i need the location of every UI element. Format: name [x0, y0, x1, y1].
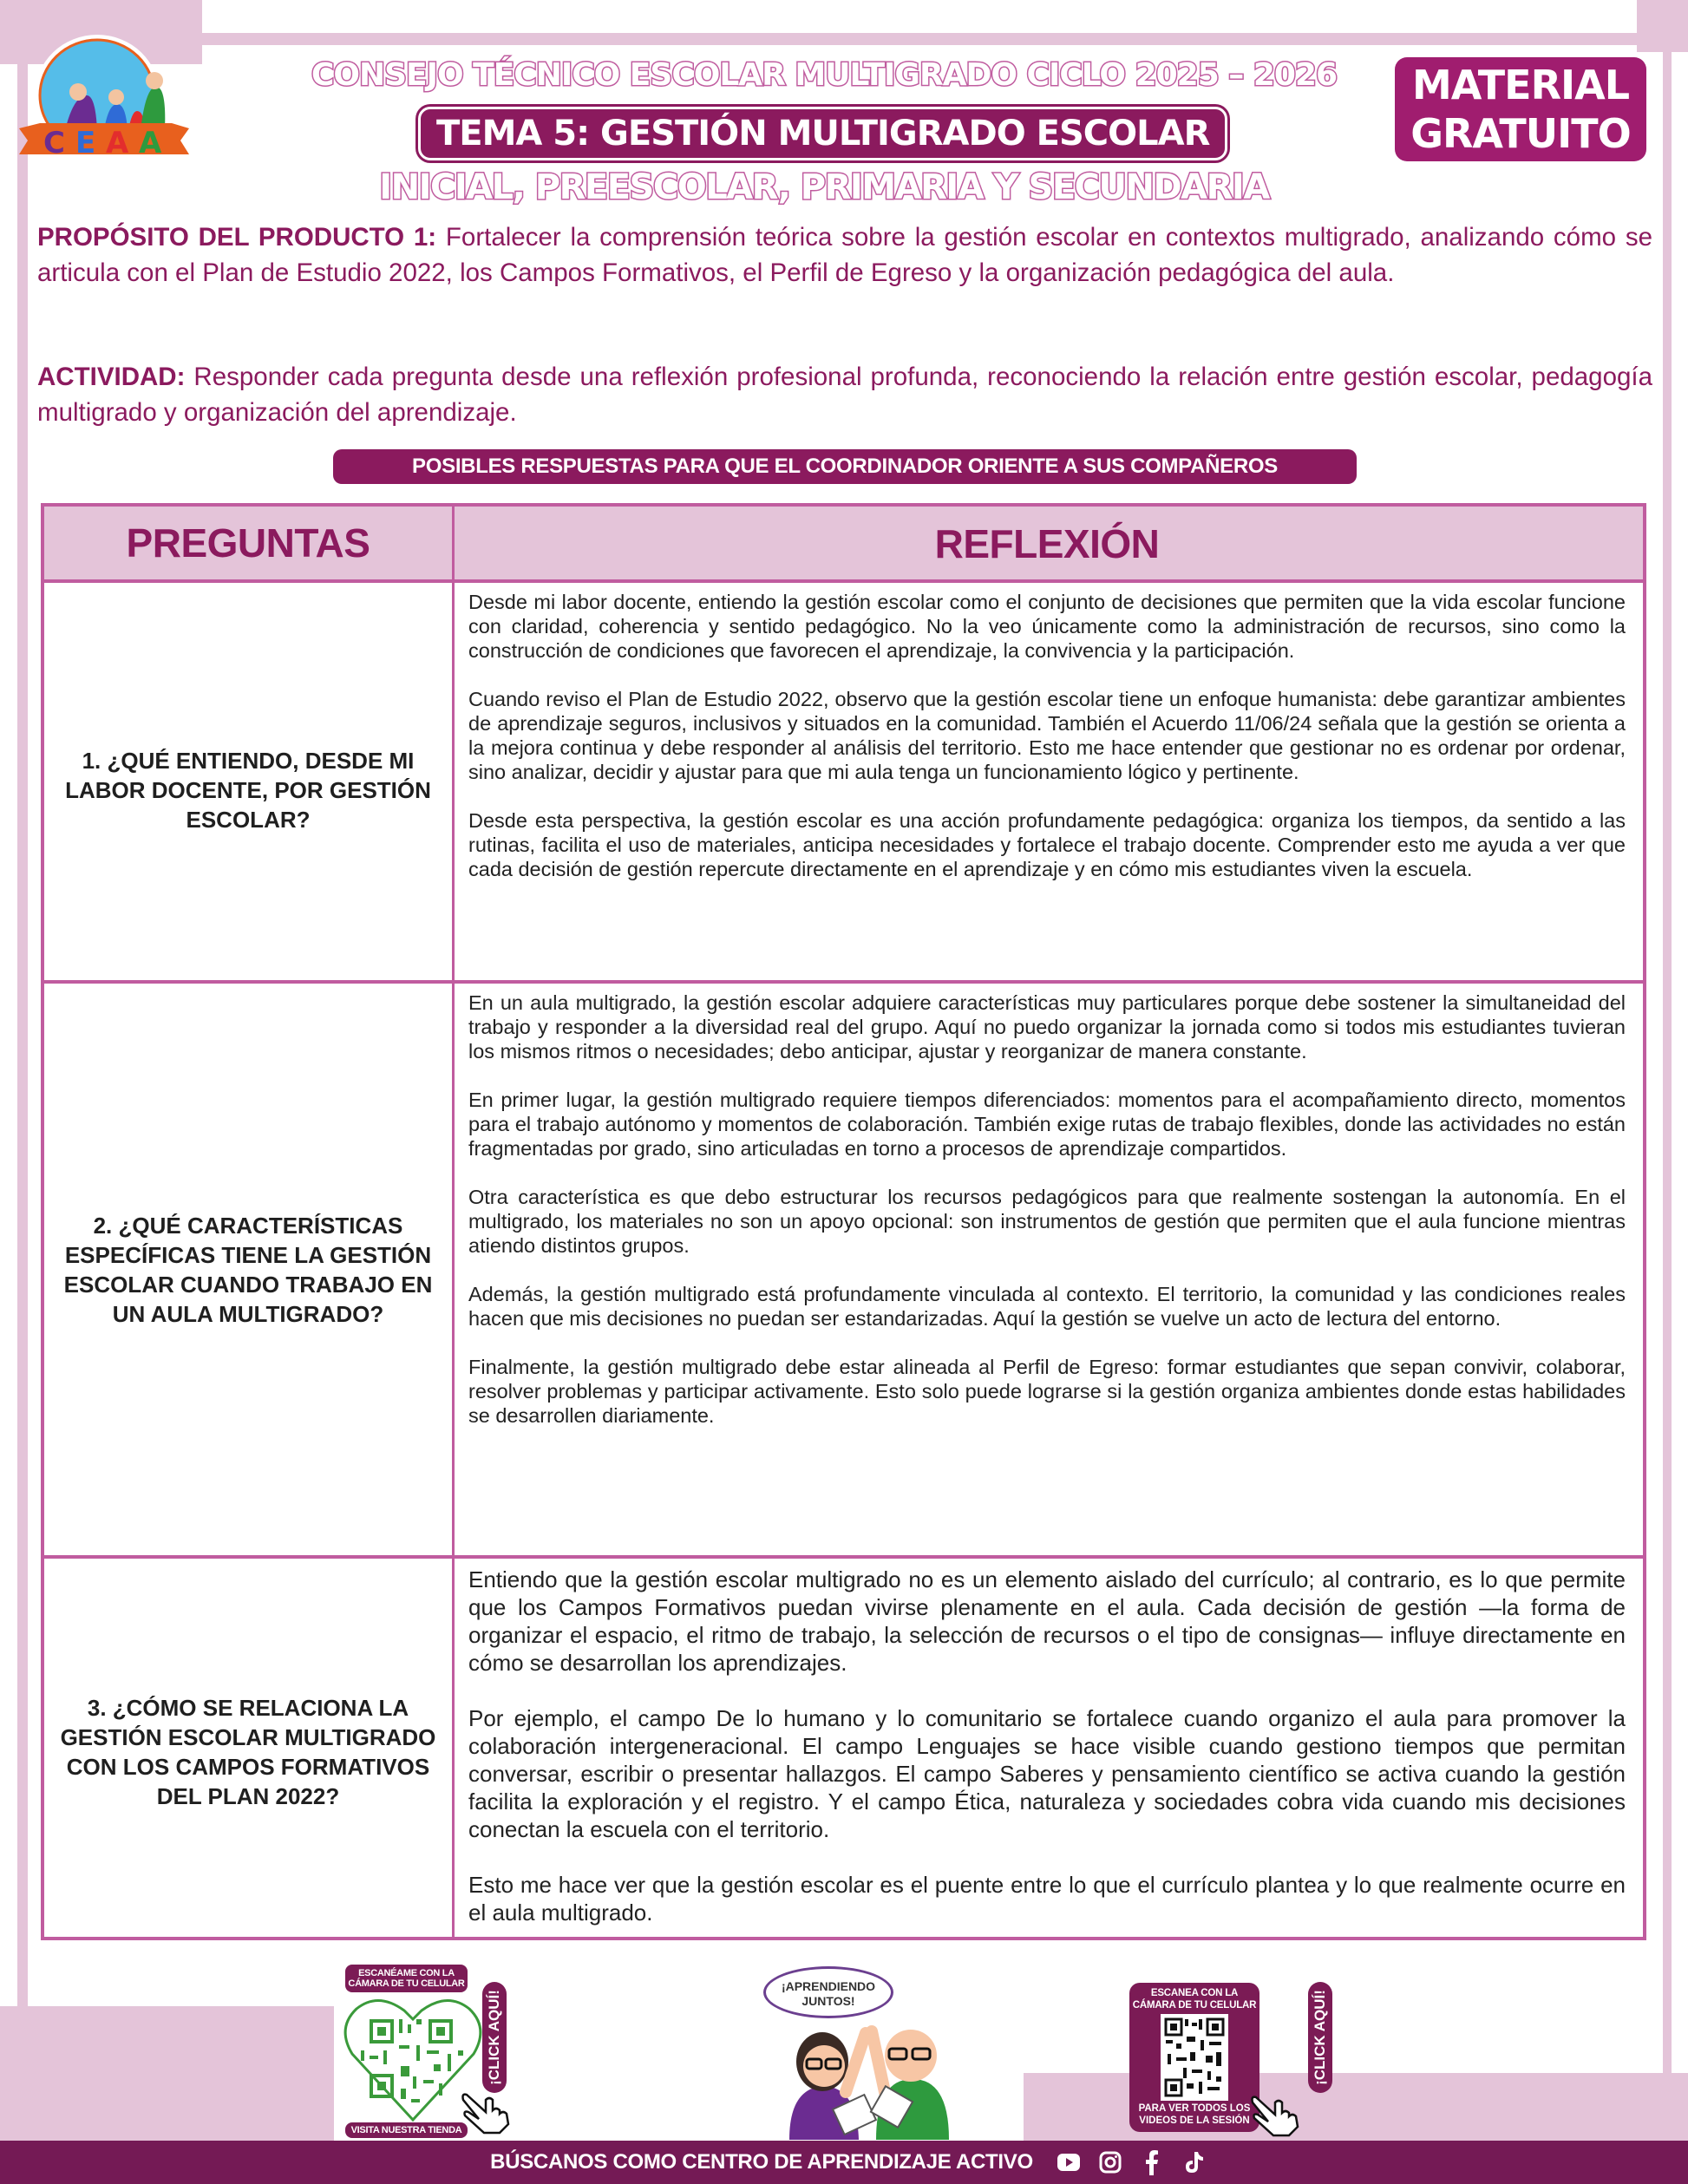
- svg-text:C: C: [43, 126, 65, 160]
- levels-heading: INICIAL, PREESCOLAR, PRIMARIA Y SECUNDARIA: [379, 167, 1269, 207]
- store-qr-caption: ESCANÉAME CON LA CÁMARA DE TU CELULAR: [345, 1965, 468, 1992]
- answers-banner: POSIBLES RESPUESTAS PARA QUE EL COORDINADOR ORIENTE A SUS COMPAÑEROS: [333, 449, 1357, 484]
- pointer-hand-icon: [460, 2086, 515, 2135]
- table-row: [44, 980, 1643, 1555]
- questions-table: [41, 503, 1646, 1940]
- pointer-hand-icon: [1249, 2089, 1305, 2137]
- videos-qr-caption: ESCANEA CON LA CÁMARA DE TU CELULAR: [1132, 1988, 1257, 2011]
- reflection-paragraph: En primer lugar, la gestión multigrado requiere tiempos diferenciados: momentos para el acompañamiento directo, momentos para el trabajo autónomo y momentos de colaboración. También exige rutas de trabajo flexibles, donde las actividades no están fragmentadas por grado, sino articuladas en torno a procesos de aprendizaje compartidos.: [468, 1089, 1626, 1160]
- question-cell: [44, 984, 455, 1555]
- question-text: 1. ¿QUÉ ENTIENDO, DESDE MI LABOR DOCENTE, POR GESTIÓN ESCOLAR?: [65, 748, 431, 833]
- videos-qr-card[interactable]: [1129, 1983, 1259, 2132]
- header-preguntas: PREGUNTAS: [44, 507, 455, 579]
- reflection-paragraph: Otra característica es que debo estructurar los recursos pedagógicos para que realmente sostengan la autonomía. En el multigrado, los materiales no son un apoyo opcional: son instrumentos de gestión que permiten que el aula funcione mientras atiendo distintos grupos.: [468, 1186, 1626, 1257]
- click-here-button-videos[interactable]: [1308, 1982, 1332, 2093]
- facebook-icon[interactable]: [1139, 2149, 1165, 2175]
- purpose-paragraph: [37, 219, 1652, 291]
- decor-block-bottom-right: [1024, 2073, 1688, 2142]
- svg-text:E: E: [75, 126, 96, 160]
- table-row: [44, 1555, 1643, 1937]
- ceaa-logo: [17, 33, 191, 172]
- council-heading: CONSEJO TÉCNICO ESCOLAR MULTIGRADO CICLO 2025 – 2026: [311, 57, 1338, 93]
- page-title: TEMA 5: GESTIÓN MULTIGRADO ESCOLAR: [418, 107, 1227, 160]
- decor-line-right: [1663, 52, 1672, 2073]
- youtube-icon[interactable]: [1056, 2149, 1082, 2175]
- svg-text:A: A: [106, 126, 129, 160]
- question-cell: [44, 1559, 455, 1937]
- decor-block-top-right: [1637, 0, 1688, 52]
- store-qr-label: VISITA NUESTRA TIENDA: [345, 2122, 468, 2138]
- reflection-cell: [455, 583, 1643, 980]
- reflection-paragraph: En un aula multigrado, la gestión escolar adquiere características muy particulares porque debe sostener la simultaneidad del trabajo y responder a la diversidad real del grupo. Aquí no puedo organizar la jornada como si todos mis estudiantes tuvieran los mismos ritmos o necesidades; debo anticipar, ajustar y reorganizar de manera constante.: [468, 991, 1626, 1063]
- question-cell: [44, 583, 455, 980]
- svg-text:A: A: [139, 126, 162, 160]
- footer-search-text: BÚSCANOS COMO CENTRO DE APRENDIZAJE ACTIVO: [490, 2150, 1033, 2174]
- reflection-paragraph: Cuando reviso el Plan de Estudio 2022, observo que la gestión escolar tiene un enfoque humanista: debe garantizar ambientes de aprendizaje seguros, inclusivos y situados en la comunidad. También el Acuerdo 11/06/24 señala que la gestión se orienta a la mejora continua y debe responder al análisis del territorio. Esto me hace entender que gestionar no es ordenar por ordenar, sino analizar, decidir y ajustar para que mi aula tenga un funcionamiento lógico y pertinente.: [468, 688, 1626, 783]
- purpose-text: Fortalecer la comprensión teórica sobre la gestión escolar en contextos multigrado, analizando cómo se articula con el Plan de Estudio 2022, los Campos Formativos, el Perfil de Egreso y la organización pedagógica del aula.: [37, 223, 1652, 287]
- question-text: 2. ¿QUÉ CARACTERÍSTICAS ESPECÍFICAS TIENE LA GESTIÓN ESCOLAR CUANDO TRABAJO EN UN AULA MULTIGRADO?: [63, 1212, 433, 1327]
- table-row: [44, 579, 1643, 980]
- reflection-paragraph: Finalmente, la gestión multigrado debe estar alineada al Perfil de Egreso: formar estudiantes que sepan convivir, colaborar, resolver problemas y participar activamente. Esto solo puede lograrse si la gestión organiza ambientes donde estas habilidades se desarrollen diariamente.: [468, 1356, 1626, 1427]
- decor-line-left: [17, 52, 28, 2038]
- footer-bar: [0, 2141, 1688, 2184]
- activity-text: Responder cada pregunta desde una reflexión profesional profunda, reconociendo la relación entre gestión escolar, pedagogía multigrado y organización del aprendizaje.: [37, 363, 1652, 427]
- reflection-paragraph: Además, la gestión multigrado está profundamente vinculada al contexto. El territorio, la comunidad y las condiciones reales hacen que mis decisiones no puedan ser estandarizadas. Aquí la gestión se vuelve un acto de lectura del entorno.: [468, 1283, 1626, 1330]
- header-reflexion: REFLEXIÓN: [934, 521, 1160, 566]
- click-here-label: ¡CLICK AQUÍ!: [1312, 1990, 1328, 2085]
- click-here-label: ¡CLICK AQUÍ!: [486, 1990, 502, 2085]
- question-text: 3. ¿CÓMO SE RELACIONA LA GESTIÓN ESCOLAR MULTIGRADO CON LOS CAMPOS FORMATIVOS DEL PLAN 2022?: [60, 1695, 436, 1809]
- activity-paragraph: [37, 359, 1652, 430]
- teachers-graphic: [755, 1962, 980, 2140]
- badge-line-2: GRATUITO: [1410, 110, 1631, 157]
- teachers-high-five-illustration: [755, 1962, 980, 2140]
- table-header-row: [44, 507, 1643, 579]
- decor-bar-top: [0, 33, 1644, 45]
- reflection-paragraph: Entiendo que la gestión escolar multigrado no es un elemento aislado del currículo; al contrario, es lo que permite que los Campos Formativos puedan vivirse plenamente en el aula. Cada decisión de gestión —la forma de organizar el espacio, el ritmo de trabajo, la selección de recursos o el tipo de consignas— influye directamente en cómo se desarrollan los aprendizajes.: [468, 1566, 1626, 1676]
- instagram-icon[interactable]: [1097, 2149, 1123, 2175]
- videos-qr-label: PARA VER TODOS LOS VIDEOS DE LA SESIÓN: [1138, 2103, 1251, 2126]
- tiktok-icon[interactable]: [1181, 2149, 1207, 2175]
- badge-line-1: MATERIAL: [1411, 62, 1630, 108]
- purpose-label: PROPÓSITO DEL PRODUCTO 1:: [37, 223, 437, 252]
- reflection-paragraph: Desde mi labor docente, entiendo la gestión escolar como el conjunto de decisiones que permiten que la vida escolar funcione con claridad, coherencia y sentido pedagógico. No la veo únicamente como la administración de recursos, sino como la construcción de condiciones que favorecen el aprendizaje, la convivencia y la participación.: [468, 591, 1626, 662]
- activity-label: ACTIVIDAD:: [37, 363, 186, 391]
- logo-graphic: [17, 33, 191, 172]
- click-here-button-store[interactable]: [482, 1982, 507, 2093]
- reflection-paragraph: Esto me hace ver que la gestión escolar es el puente entre lo que el currículo plantea y lo que realmente ocurre en el aula multigrado.: [468, 1872, 1626, 1926]
- qr-code-graphic: [1164, 2017, 1225, 2097]
- reflection-cell: [455, 1559, 1643, 1937]
- reflection-cell: [455, 984, 1643, 1555]
- reflection-paragraph: Por ejemplo, el campo De lo humano y lo comunitario se fortalece cuando organizo el aula para promover la colaboración intergeneracional. El campo Lenguajes se hace visible cuando gestiono tiempos que permitan conversar, escribir o presentar hallazgos. El campo Saberes y pensamiento científico se activa cuando la gestión facilita la exploración y el registro. Y el campo Ética, naturaleza y sociedades cobra vida cuando mis decisiones conectan la escuela con el territorio.: [468, 1705, 1626, 1842]
- speech-bubble: ¡APRENDIENDO JUNTOS!: [763, 1966, 893, 2018]
- reflection-paragraph: Desde esta perspectiva, la gestión escolar es una acción profundamente pedagógica: organiza los tiempos, da sentido a las rutinas, facilita el uso de materiales, anticipa necesidades y fortalece el trabajo docente. Comprender esto me ayuda a ver que cada decisión de gestión repercute directamente en el aprendizaje y en cómo mis estudiantes viven la escuela.: [468, 809, 1626, 880]
- free-material-badge: [1395, 57, 1646, 161]
- qr-code-icon[interactable]: [1161, 2014, 1228, 2101]
- decor-block-bottom-left: [0, 2006, 334, 2141]
